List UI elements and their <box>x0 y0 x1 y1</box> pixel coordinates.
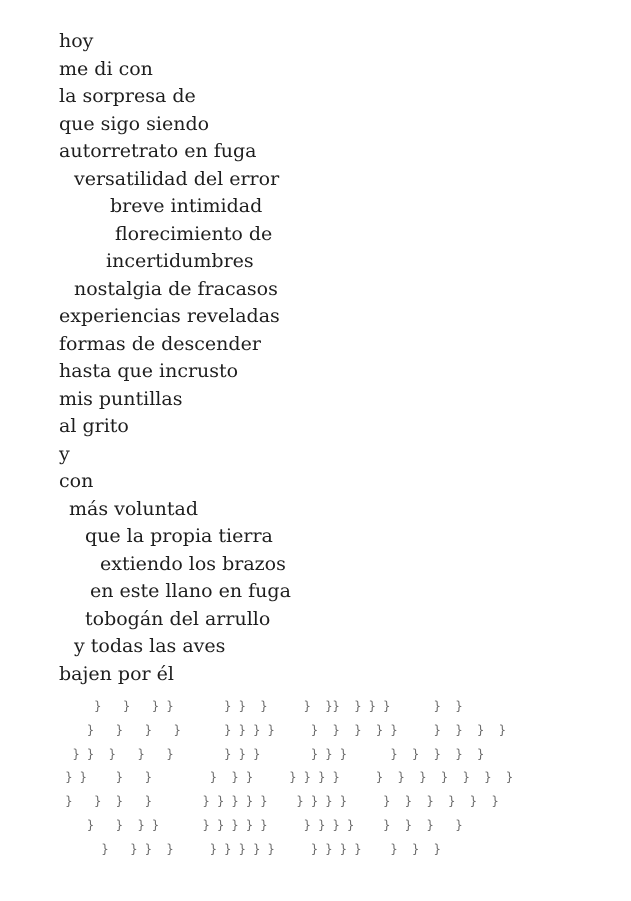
poem-line: tobogán del arrullo <box>85 607 271 630</box>
poem-line: autorretrato en fuga <box>59 140 257 162</box>
poem-line: formas de descender <box>59 332 261 355</box>
poem-line: que la propia tierra <box>85 525 273 547</box>
poem-body <box>59 28 579 688</box>
poem-line: me di con <box>59 57 153 80</box>
poem-line: bajen por él <box>59 662 174 685</box>
ornament-row: } } } } } } } } } } } } } } } } } <box>58 817 463 832</box>
ornament-row: } } } } } } } } } } } } } } } } } } <box>58 770 514 785</box>
ornament-row: } } } } } } } } }} } } } } } <box>58 699 463 713</box>
poem-line: experiencias reveladas <box>59 305 280 327</box>
decorative-ornament <box>58 695 548 855</box>
poem-line: florecimiento de <box>115 222 273 245</box>
poem-line: al grito <box>59 415 129 437</box>
poem-line: incertidumbres <box>106 250 254 272</box>
poem-line: breve intimidad <box>110 195 263 217</box>
poem-line: hoy <box>59 30 94 52</box>
poem-line: extiendo los brazos <box>100 552 286 575</box>
poem-line: que sigo siendo <box>59 112 210 135</box>
poem-line: versatilidad del error <box>74 167 280 190</box>
ornament-row: } } } } } } } } } } } } } } } } } } } <box>58 794 499 809</box>
poem-line: la sorpresa de <box>59 85 196 107</box>
poem-line: mis puntillas <box>59 387 183 410</box>
poem-line: en este llano en fuga <box>90 580 291 602</box>
ornament-row: } } } } } } } } } } } } } } } } <box>58 841 441 856</box>
poem-line: y todas las aves <box>74 635 226 657</box>
poem-line: más voluntad <box>69 497 198 520</box>
poem-line: hasta que incrusto <box>59 360 239 382</box>
ornament-row: } } } } } } } } } } } } } } } } } <box>58 722 506 737</box>
poem-line: nostalgia de fracasos <box>74 277 278 300</box>
ornament-row: } } } } } } } } } } } } } } } } <box>58 746 485 761</box>
poem-line: y <box>59 442 70 465</box>
poem-line: con <box>59 470 94 492</box>
